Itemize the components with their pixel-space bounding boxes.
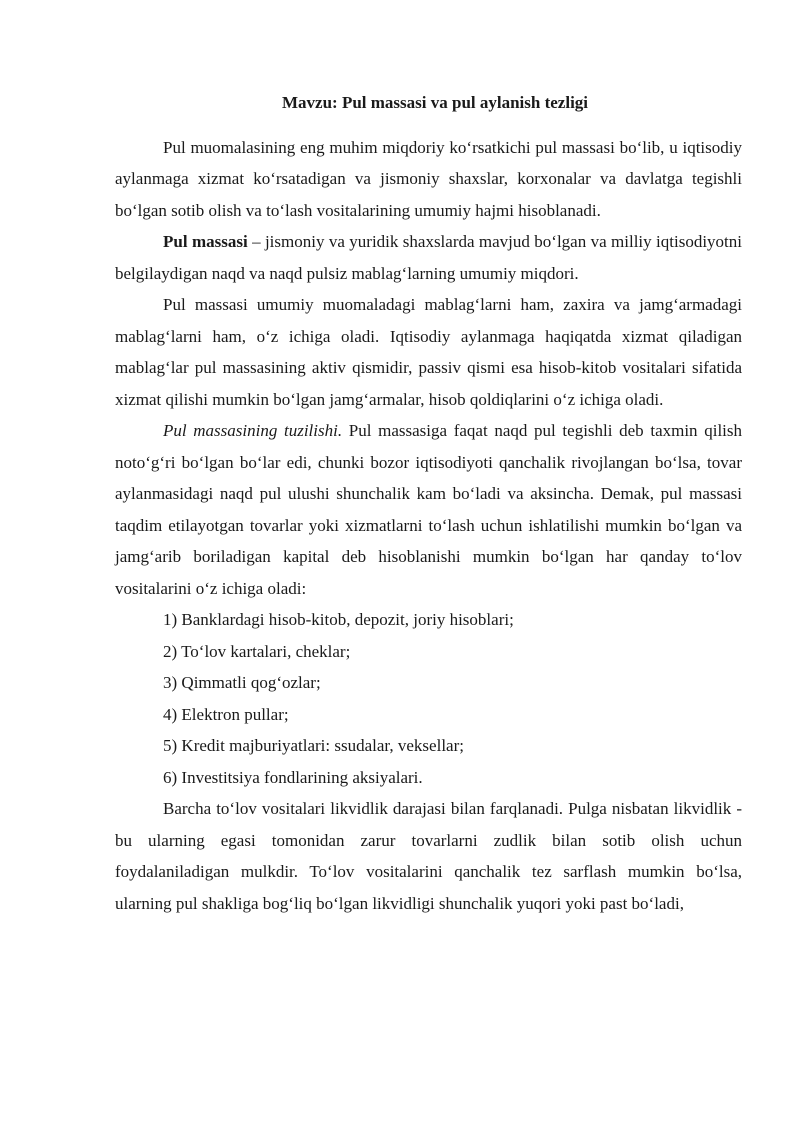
payment-means-list [115,604,742,793]
paragraph-liquidity: Barcha to‘lov vositalari likvidlik darajasi bilan farqlanadi. Pulga nisbatan likvidlik - bu ularning egasi tomonidan zarur tovarlarni zudlik bilan sotib olish uchun foydalaniladigan mulkdir. To‘lov vositalarini qanchalik tez sarflash mumkin bo‘lsa, ularning pul shakliga bog‘liq bo‘lgan likvidligi shunchalik yuqori yoki past bo‘ladi, [115,799,742,913]
document-page [115,87,742,919]
list-item: 2) To‘lov kartalari, cheklar; [163,641,351,661]
list-item: 3) Qimmatli qog‘ozlar; [163,673,321,692]
paragraph-structure [115,415,742,604]
definition-term: Pul massasi [163,232,248,251]
paragraph-definition [115,226,742,289]
structure-text: Pul massasiga faqat naqd pul tegishli deb taxmin qilish noto‘g‘ri bo‘lgan bo‘lar edi, chunki bozor iqtisodiyoti qanchalik rivojlangan bo‘lsa, tovar aylanmasidagi naqd pul ulushi shunchalik kam bo‘ladi va aksincha. Demak, pul massasi taqdim etilayotgan tovarlar yoki xizmatlarni to‘lash uchun ishlatilishi mumkin bo‘lgan va jamg‘arib boriladigan kapital deb hisoblanishi mumkin bo‘lgan har qanday to‘lov vositalarini o‘z ichiga oladi: [115,421,743,598]
list-item: 6) Investitsiya fondlarining aksiyalari. [163,767,423,787]
list-item: 5) Kredit majburiyatlari: ssudalar, veksellar; [163,736,464,755]
paragraph-intro: Pul muomalasining eng muhim miqdoriy ko‘rsatkichi pul massasi bo‘lib, u iqtisodiy aylanmaga xizmat ko‘rsatadigan va jismoniy shaxslar, korxonalar va davlatga tegishli bo‘lgan sotib olish va to‘lash vositalarining umumiy hajmi hisoblanadi. [115,137,742,220]
paragraph-composition: Pul massasi umumiy muomaladagi mablag‘larni ham, zaxira va jamg‘armadagi mablag‘larni ham, o‘z ichiga oladi. Iqtisodiy aylanmaga haqiqatda xizmat qiladigan mablag‘lar pul massasining aktiv qismidir, passiv qismi esa hisob-kitob vositalari sifatida xizmat qilishi mumkin bo‘lgan jamg‘armalar, hisob qoldiqlarini o‘z ichiga oladi. [115,295,742,409]
structure-term: Pul massasining tuzilishi. [163,421,343,440]
document-title: Mavzu: Pul massasi va pul aylanish tezligi [282,93,589,112]
list-item: 4) Elektron pullar; [163,704,289,724]
list-item: 1) Banklardagi hisob-kitob, depozit, joriy hisoblari; [163,610,514,629]
definition-text: – jismoniy va yuridik shaxslarda mavjud bo‘lgan va milliy iqtisodiyotni belgilaydigan naqd va naqd pulsiz mablag‘larning umumiy miqdori. [115,232,743,283]
